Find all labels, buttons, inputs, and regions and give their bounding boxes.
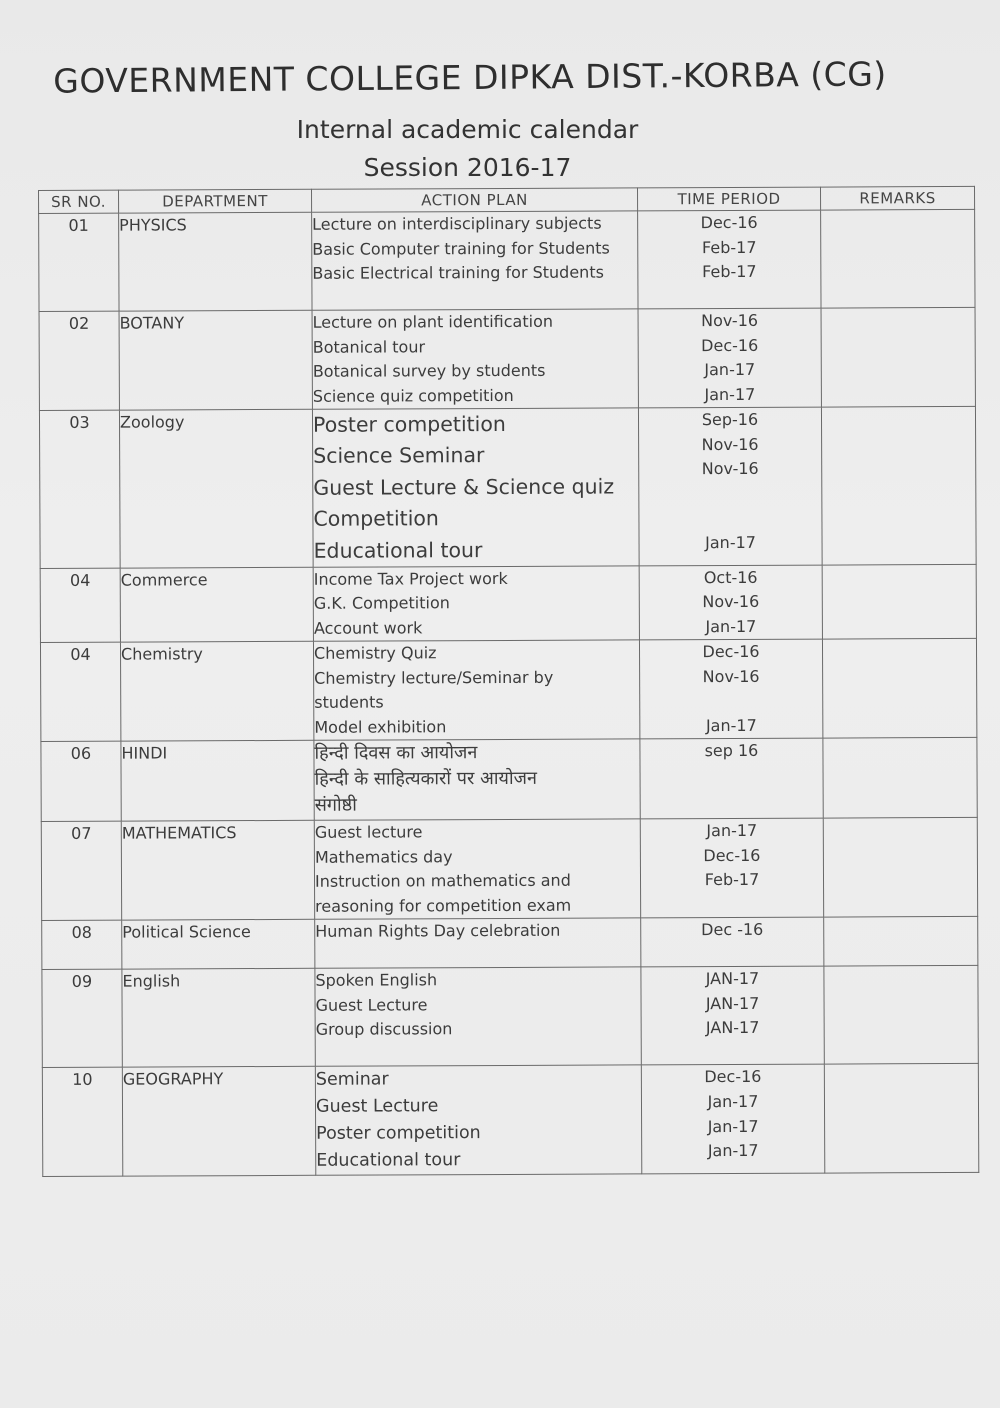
action-plan-item: Chemistry lecture/Seminar by	[314, 667, 554, 688]
sr-no-cell: 03	[39, 410, 120, 568]
action-plan-item: Science quiz competition	[312, 385, 514, 406]
time-period-item: Sep-16	[701, 409, 759, 430]
action-plan-cell	[314, 739, 640, 820]
time-period-item: Jan-17	[707, 1116, 759, 1136]
remarks-cell	[822, 639, 976, 739]
column-header-remarks: REMARKS	[820, 186, 974, 210]
action-plan-item: Botanical tour	[312, 336, 426, 357]
sr-no-cell: 01	[39, 213, 119, 311]
department-cell: BOTANY	[119, 310, 312, 410]
remarks-cell	[824, 966, 978, 1065]
action-plan-item: Botanical survey by students	[312, 360, 546, 381]
column-header-department: DEPARTMENT	[119, 189, 312, 213]
action-plan-item: Group discussion	[315, 1019, 453, 1040]
sr-no-cell: 02	[39, 311, 119, 410]
action-plan-item: हिन्दी के साहित्यकारों पर आयोजन	[314, 768, 537, 791]
action-plan-cell	[312, 309, 638, 409]
department-cell: Political Science	[122, 920, 315, 970]
action-plan-item: Human Rights Day celebration	[315, 921, 561, 942]
action-plan-cell	[315, 967, 641, 1066]
time-period-item: Jan-17	[705, 616, 757, 637]
action-plan-item: Educational tour	[313, 537, 483, 563]
table-row	[40, 564, 976, 643]
time-period-cell	[641, 918, 824, 968]
table-row	[41, 818, 977, 921]
time-period-item: Nov-16	[702, 592, 760, 612]
time-period-item: Jan-17	[707, 1141, 759, 1161]
remarks-cell	[824, 917, 978, 967]
action-plan-item: Guest lecture	[314, 822, 423, 843]
action-plan-item: G.K. Competition	[313, 593, 450, 614]
action-plan-cell	[313, 566, 639, 642]
time-period-cell	[638, 308, 821, 408]
time-period-item: Dec-16	[700, 212, 758, 233]
time-period-item: Jan-17	[705, 715, 757, 736]
time-period-cell	[641, 1065, 824, 1174]
column-header-action-plan: ACTION PLAN	[311, 188, 637, 212]
sr-no-cell: 06	[41, 742, 121, 822]
department-cell: PHYSICS	[119, 212, 312, 311]
time-period-item: JAN-17	[705, 969, 760, 989]
department-cell: Zoology	[119, 409, 313, 568]
department-cell: Chemistry	[120, 642, 313, 742]
table-row	[39, 209, 975, 311]
action-plan-item: students	[314, 692, 384, 713]
action-plan-item: Poster competition	[316, 1123, 481, 1144]
remarks-cell	[824, 1064, 978, 1173]
time-period-item: Nov-16	[701, 310, 759, 331]
action-plan-item: Guest Lecture	[315, 1096, 439, 1118]
action-plan-cell	[315, 1065, 641, 1175]
remarks-cell	[823, 818, 977, 918]
department-cell: English	[122, 969, 315, 1068]
department-cell: GEOGRAPHY	[122, 1067, 315, 1176]
department-cell: HINDI	[121, 741, 314, 822]
table-row	[39, 406, 976, 568]
calendar-subtitle: Internal academic calendar	[296, 115, 639, 144]
table-row	[42, 966, 978, 1068]
time-period-item: Feb-17	[701, 237, 757, 257]
action-plan-cell	[315, 918, 641, 968]
time-period-cell	[639, 640, 822, 740]
action-plan-item: Basic Computer training for Students	[312, 238, 610, 259]
time-period-item: JAN-17	[705, 993, 760, 1014]
time-period-item: Dec-16	[701, 335, 759, 355]
time-period-item: Jan-17	[706, 821, 758, 841]
time-period-cell	[638, 407, 822, 566]
action-plan-item: Competition	[313, 506, 439, 531]
table-row	[42, 1064, 978, 1176]
action-plan-item: Income Tax Project work	[313, 568, 508, 589]
action-plan-cell	[314, 819, 640, 919]
time-period-item: Nov-16	[701, 458, 759, 479]
calendar-table	[38, 186, 979, 1177]
action-plan-item: Educational tour	[316, 1150, 461, 1171]
action-plan-cell	[312, 408, 639, 567]
time-period-item: Dec-16	[702, 642, 760, 662]
sr-no-cell: 09	[42, 970, 122, 1068]
column-header-sr-no: SR NO.	[39, 190, 119, 213]
time-period-cell	[638, 210, 821, 309]
remarks-cell	[823, 738, 977, 819]
sr-no-cell: 07	[41, 822, 121, 921]
college-title: GOVERNMENT COLLEGE DIPKA DIST.-KORBA (CG)	[53, 54, 887, 101]
table-row	[39, 307, 975, 410]
action-plan-item: Science Seminar	[313, 443, 485, 469]
action-plan-item: Account work	[313, 618, 423, 638]
sr-no-cell: 08	[42, 921, 122, 970]
time-period-item: Jan-17	[704, 359, 756, 380]
action-plan-item: Poster competition	[312, 411, 506, 437]
time-period-item: Feb-17	[702, 261, 757, 282]
time-period-item: JAN-17	[705, 1018, 760, 1038]
department-cell: Commerce	[120, 567, 313, 642]
time-period-cell	[640, 739, 823, 820]
action-plan-item: Lecture on plant identification	[312, 311, 554, 332]
department-cell: MATHEMATICS	[121, 821, 314, 921]
action-plan-item: Instruction on mathematics and	[314, 871, 571, 892]
action-plan-item: हिन्दी दिवस का आयोजन	[314, 742, 478, 765]
time-period-cell	[639, 565, 822, 640]
action-plan-cell	[312, 211, 638, 310]
time-period-cell	[640, 819, 823, 919]
time-period-item: Dec -16	[701, 920, 764, 940]
action-plan-item: Guest Lecture	[315, 995, 428, 1015]
remarks-cell	[822, 564, 976, 639]
remarks-cell	[821, 406, 976, 565]
session-label: Session 2016-17	[363, 153, 572, 182]
sr-no-cell: 04	[40, 643, 120, 742]
time-period-item: Jan-17	[707, 1091, 759, 1112]
time-period-item: Jan-17	[704, 384, 756, 404]
time-period-item: Nov-16	[701, 434, 759, 454]
action-plan-item: reasoning for competition exam	[315, 895, 572, 916]
column-header-time-period: TIME PERIOD	[637, 187, 820, 211]
action-plan-item: Guest Lecture & Science quiz	[313, 474, 615, 500]
action-plan-item: Model exhibition	[314, 717, 447, 737]
action-plan-item: Chemistry Quiz	[313, 643, 437, 664]
time-period-item: Dec-16	[704, 1067, 762, 1087]
sr-no-cell: 04	[40, 568, 120, 643]
time-period-item: Feb-17	[704, 870, 760, 890]
action-plan-item: Spoken English	[315, 970, 438, 991]
remarks-cell	[821, 307, 975, 407]
action-plan-item: Seminar	[315, 1069, 389, 1091]
time-period-item: Dec-16	[703, 845, 761, 866]
action-plan-item: संगोष्ठी	[314, 795, 357, 817]
table-row	[41, 738, 977, 822]
action-plan-item: Mathematics day	[314, 847, 453, 867]
sr-no-cell: 10	[42, 1068, 122, 1177]
action-plan-item: Lecture on interdisciplinary subjects	[312, 213, 602, 234]
time-period-item: Oct-16	[703, 567, 758, 588]
time-period-item: Jan-17	[705, 532, 756, 552]
time-period-item: sep 16	[704, 741, 759, 761]
time-period-cell	[641, 967, 824, 1066]
action-plan-item: Basic Electrical training for Students	[312, 262, 604, 283]
table-row	[40, 639, 976, 742]
table-row	[42, 917, 978, 970]
time-period-item: Nov-16	[702, 666, 760, 687]
remarks-cell	[821, 209, 975, 308]
action-plan-cell	[313, 640, 639, 740]
